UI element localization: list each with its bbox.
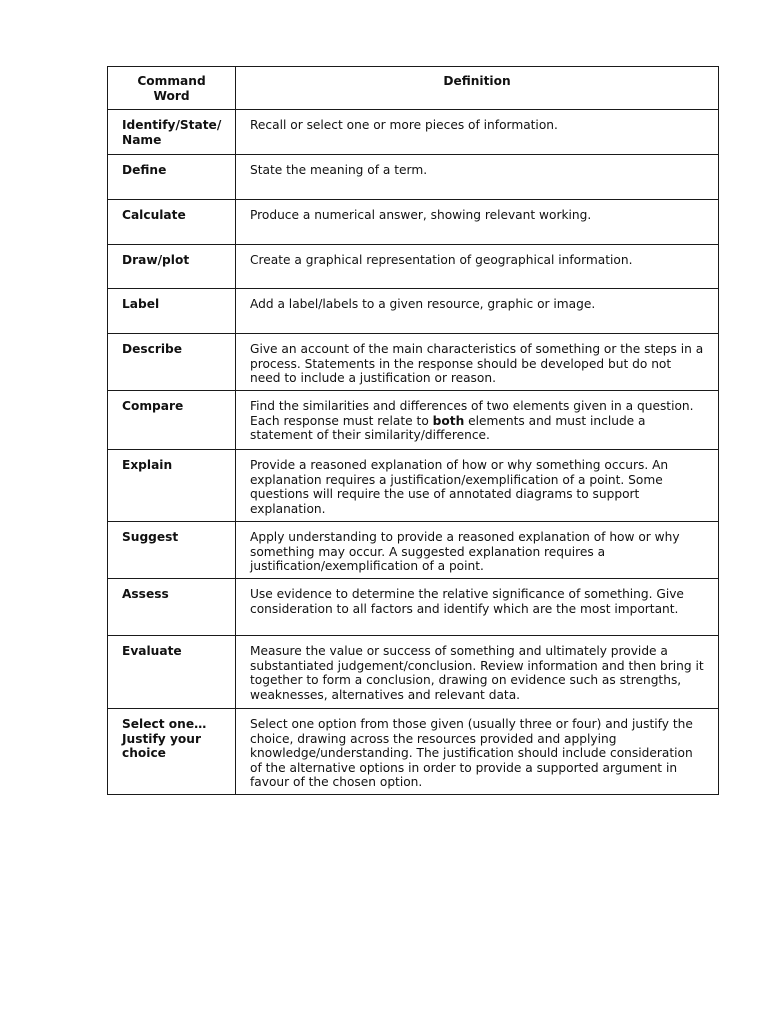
definition: Use evidence to determine the relative significance of something. Give consideration to all factors and identify which are the most important. — [236, 579, 719, 636]
definition: Create a graphical representation of geographical information. — [236, 245, 719, 289]
table-row — [108, 391, 719, 450]
command-word-table — [107, 66, 719, 795]
table-row — [108, 334, 719, 391]
header-definition: Definition — [236, 67, 719, 110]
command-word: Suggest — [108, 522, 236, 579]
command-word: Select one…Justify your choice — [108, 709, 236, 795]
command-word: Evaluate — [108, 636, 236, 709]
definition: Measure the value or success of something and ultimately provide a substantiated judgement/conclusion. Review information and then bring it together to form a conclusion, drawing on evidence such as strengths, weaknesses, alternatives and relevant data. — [236, 636, 719, 709]
definition: Recall or select one or more pieces of information. — [236, 110, 719, 155]
command-word: Define — [108, 155, 236, 200]
command-word: Calculate — [108, 200, 236, 245]
header-command-word: Command Word — [108, 67, 236, 110]
definition: State the meaning of a term. — [236, 155, 719, 200]
table-row — [108, 522, 719, 579]
table-row — [108, 709, 719, 795]
definition: Apply understanding to provide a reasoned explanation of how or why something may occur. A suggested explanation requires a justification/exemplification of a point. — [236, 522, 719, 579]
table-row — [108, 450, 719, 522]
definition: Find the similarities and differences of two elements given in a question. Each response must relate to both elements and must include a statement of their similarity/difference. — [236, 391, 719, 450]
definition: Select one option from those given (usually three or four) and justify the choice, drawing across the resources provided and applying knowledge/understanding. The justification should include consideration of the alternative options in order to provide a supported argument in favour of the chosen option. — [236, 709, 719, 795]
definition: Give an account of the main characteristics of something or the steps in a process. Statements in the response should be developed but do not need to include a justification or reason. — [236, 334, 719, 391]
table-row — [108, 245, 719, 289]
definition: Provide a reasoned explanation of how or why something occurs. An explanation requires a justification/exemplification of a point. Some questions will require the use of annotated diagrams to support explanation. — [236, 450, 719, 522]
table-row — [108, 636, 719, 709]
command-word: Compare — [108, 391, 236, 450]
command-word: Describe — [108, 334, 236, 391]
command-word: Draw/plot — [108, 245, 236, 289]
table-row — [108, 200, 719, 245]
definition: Produce a numerical answer, showing relevant working. — [236, 200, 719, 245]
command-word: Assess — [108, 579, 236, 636]
table-row — [108, 289, 719, 334]
table-row — [108, 579, 719, 636]
table-row — [108, 110, 719, 155]
table-header-row — [108, 67, 719, 110]
command-word: Identify/State/ Name — [108, 110, 236, 155]
command-word: Explain — [108, 450, 236, 522]
command-word: Label — [108, 289, 236, 334]
definition: Add a label/labels to a given resource, graphic or image. — [236, 289, 719, 334]
table-row — [108, 155, 719, 200]
